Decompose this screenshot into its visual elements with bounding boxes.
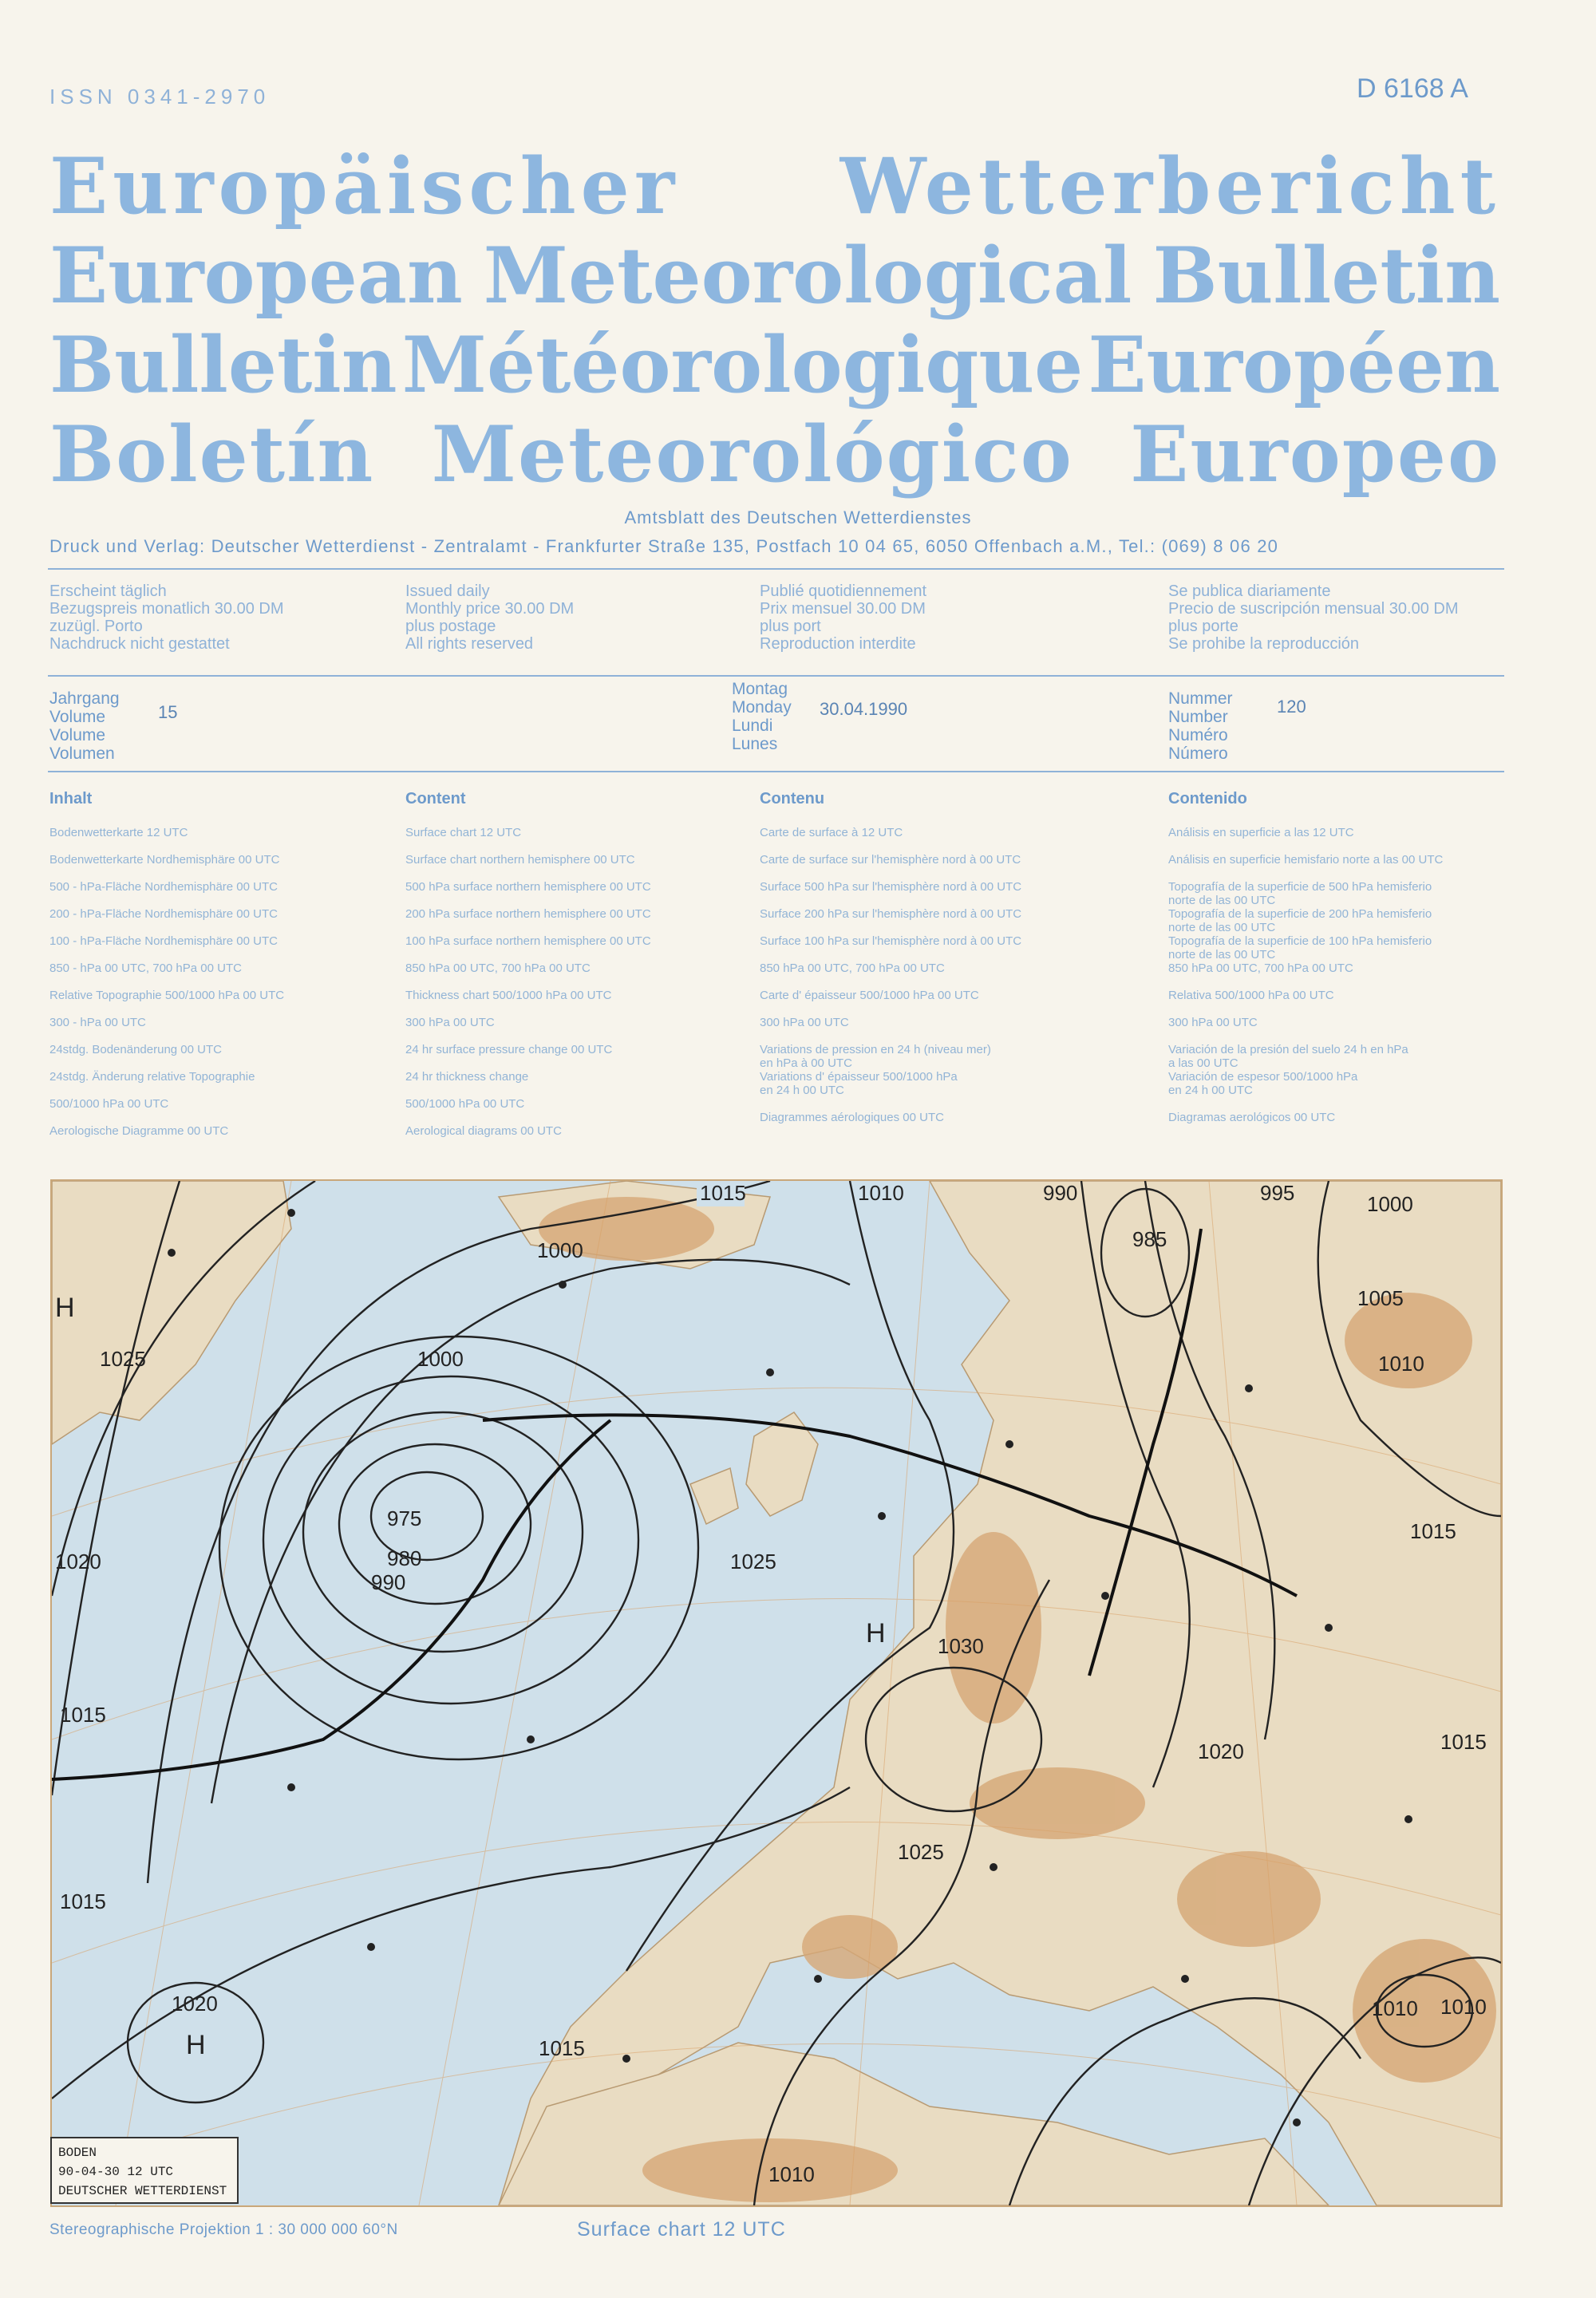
contents-item: Relative Topographie 500/1000 hPa 00 UTC [49, 989, 285, 1002]
volume-value: 15 [158, 702, 178, 722]
pub-line: Reproduction interdite [760, 635, 916, 653]
day-label: Montag [732, 680, 788, 698]
isobar-label: 1010 [1372, 1996, 1418, 2020]
isobar-label: 1015 [700, 1181, 746, 1205]
contents-item: 850 hPa 00 UTC, 700 hPa 00 UTC [405, 961, 591, 975]
title-french [49, 321, 1500, 410]
station-dot [1005, 1440, 1013, 1448]
contents-item: Variations de pression en 24 h (niveau mer) [760, 1043, 991, 1056]
contents-item: Topografía de la superficie de 100 hPa hemisferio [1168, 934, 1432, 948]
pub-line: Nachdruck nicht gestattet [49, 635, 230, 653]
title-word: Bulletin [1152, 231, 1500, 321]
contents-list-de [49, 826, 284, 1151]
contents-header-de: Inhalt [49, 790, 93, 807]
isobar-label: 1010 [768, 2162, 815, 2186]
legend-line: BODEN [58, 2146, 97, 2160]
station-dot [990, 1863, 998, 1871]
contents-item: 100 hPa surface northern hemisphere 00 UTC [405, 934, 651, 948]
contents-item: 24 hr thickness change [405, 1070, 529, 1084]
contents-item: 850 hPa 00 UTC, 700 hPa 00 UTC [1168, 961, 1353, 975]
pub-line: plus port [760, 618, 821, 635]
contents-item: 24 hr surface pressure change 00 UTC [405, 1043, 613, 1056]
title-word: Europeo [1130, 409, 1500, 499]
contents-item: Surface chart 12 UTC [405, 826, 522, 839]
isobar-label: 990 [371, 1570, 406, 1594]
station-dot [1293, 2118, 1301, 2126]
isobar-label: 1010 [1378, 1352, 1424, 1376]
contents-item: 500 hPa surface northern hemisphere 00 UTC [405, 880, 651, 894]
divider [48, 568, 1504, 570]
high-pressure-center: H [866, 1618, 886, 1648]
contents-item: 300 hPa 00 UTC [760, 1016, 849, 1029]
contents-item: Aerologische Diagramme 00 UTC [49, 1124, 229, 1138]
station-dot [1181, 1975, 1189, 1983]
pub-line: Se prohibe la reproducción [1168, 635, 1360, 653]
contents-list-en [405, 826, 651, 1151]
station-dot [622, 2055, 630, 2063]
contents-item: 24stdg. Änderung relative Topographie [49, 1070, 255, 1084]
contents-header-es: Contenido [1168, 790, 1247, 807]
publication-de [49, 582, 283, 653]
high-pressure-center: H [186, 2030, 206, 2060]
pub-line: All rights reserved [405, 635, 534, 653]
contents-item: en hPa à 00 UTC [760, 1056, 852, 1070]
contents-item: Variación de la presión del suelo 24 h en hPa [1168, 1043, 1408, 1056]
day-label: Monday [732, 698, 792, 717]
publisher-line: Druck und Verlag: Deutscher Wetterdienst - Zentralamt - Frankfurter Straße 135, Postfach 10 04 65, 6050 Offenbach a.M., Tel.: (069) 8 06 20 [49, 536, 1279, 556]
contents-list-fr [760, 826, 1021, 1138]
isobar-label: 1005 [1357, 1286, 1404, 1310]
isobar-label: 980 [387, 1546, 422, 1570]
contents-header-en: Content [405, 790, 466, 807]
number-label: Número [1168, 744, 1228, 763]
contents-header-fr: Contenu [760, 790, 825, 807]
contents-item: 100 - hPa-Fläche Nordhemisphäre 00 UTC [49, 934, 278, 948]
contents-item: Carte d' épaisseur 500/1000 hPa 00 UTC [760, 989, 979, 1002]
title-spanish [49, 410, 1500, 499]
title-word: Boletín [49, 409, 375, 499]
official-gazette-line: Amtsblatt des Deutschen Wetterdienstes [624, 507, 972, 527]
station-dot [1245, 1384, 1253, 1392]
publication-es [1168, 582, 1459, 653]
contents-item: Surface 100 hPa sur l'hemisphère nord à 00 UTC [760, 934, 1022, 948]
pub-line: plus postage [405, 618, 496, 635]
contents-item: 500/1000 hPa 00 UTC [405, 1097, 525, 1111]
day-labels [732, 680, 792, 753]
station-dot [527, 1735, 535, 1743]
title-word: Europäischer [49, 141, 680, 231]
isobar-label: 1025 [898, 1840, 944, 1864]
station-dot [168, 1249, 176, 1257]
isobar-label: 990 [1043, 1181, 1078, 1205]
number-label: Number [1168, 708, 1228, 726]
pub-line: Issued daily [405, 582, 490, 600]
map-canvas [52, 1181, 1501, 2205]
contents-item: 200 hPa surface northern hemisphere 00 UTC [405, 907, 651, 921]
contents-item: en 24 h 00 UTC [760, 1084, 844, 1097]
legend-line: 90-04-30 12 UTC [58, 2165, 174, 2179]
station-dot [878, 1512, 886, 1520]
isobar-label: 1015 [539, 2036, 585, 2060]
title-english [49, 231, 1500, 321]
isobar-label: 1015 [60, 1889, 106, 1913]
title-german [49, 142, 1500, 231]
isobar-label: 1000 [1367, 1192, 1413, 1216]
number-label: Nummer [1168, 689, 1233, 708]
volume-labels [49, 689, 120, 763]
contents-item: Topografía de la superficie de 200 hPa hemisferio [1168, 907, 1432, 921]
isobar-label: 1020 [55, 1550, 101, 1573]
contents-item: 500/1000 hPa 00 UTC [49, 1097, 169, 1111]
contents-item: 500 - hPa-Fläche Nordhemisphäre 00 UTC [49, 880, 278, 894]
pub-line: Precio de suscripción mensual 30.00 DM [1168, 600, 1459, 618]
issue-number: 120 [1277, 697, 1306, 717]
pub-line: zuzügl. Porto [49, 618, 143, 635]
isobar-label: 1025 [730, 1550, 776, 1573]
pub-line: Bezugspreis monatlich 30.00 DM [49, 600, 284, 618]
contents-item: 850 hPa 00 UTC, 700 hPa 00 UTC [760, 961, 945, 975]
isobar-label: 975 [387, 1506, 422, 1530]
station-dot [559, 1281, 567, 1289]
contents-item: 850 - hPa 00 UTC, 700 hPa 00 UTC [49, 961, 242, 975]
isobar-label: 1000 [537, 1238, 583, 1262]
volume-label: Volume [49, 708, 106, 726]
contents-item: Surface 200 hPa sur l'hemisphère nord à 00 UTC [760, 907, 1022, 921]
pub-line: Se publica diariamente [1168, 582, 1331, 600]
contents-item: norte de las 00 UTC [1168, 948, 1276, 961]
station-dot [1325, 1624, 1333, 1632]
terrain-patch [1177, 1851, 1321, 1947]
isobar-label: 1020 [1198, 1739, 1244, 1763]
legend-line: DEUTSCHER WETTERDIENST [58, 2184, 227, 2198]
contents-item: norte de las 00 UTC [1168, 921, 1276, 934]
volume-label: Jahrgang [49, 689, 120, 708]
isobar-label: 1000 [417, 1347, 464, 1371]
issue-date: 30.04.1990 [820, 699, 908, 719]
contents-item: Diagrammes aérologiques 00 UTC [760, 1111, 944, 1124]
title-word: Meteorológico [431, 409, 1073, 499]
contents-item: Análisis en superficie a las 12 UTC [1168, 826, 1354, 839]
contents-item: Análisis en superficie hemisfario norte a las 00 UTC [1168, 853, 1444, 867]
station-dot [1404, 1815, 1412, 1823]
contents-item: Bodenwetterkarte Nordhemisphäre 00 UTC [49, 853, 280, 867]
contents-list-es [1168, 826, 1443, 1138]
divider [48, 675, 1504, 677]
contents-item: a las 00 UTC [1168, 1056, 1238, 1070]
day-label: Lunes [732, 735, 778, 753]
station-dot [766, 1368, 774, 1376]
postal-code: D 6168 A [1357, 73, 1468, 104]
isobar-label: 1010 [1440, 1995, 1487, 2019]
isobar-label: 1015 [60, 1703, 106, 1727]
high-pressure-center: H [55, 1293, 75, 1323]
title-word: European [49, 231, 463, 321]
contents-item: Thickness chart 500/1000 hPa 00 UTC [405, 989, 612, 1002]
terrain-patch [946, 1532, 1041, 1724]
pub-line: Prix mensuel 30.00 DM [760, 600, 926, 618]
publication-en [405, 582, 574, 653]
isobar-label: 1025 [100, 1347, 146, 1371]
pub-line: plus porte [1168, 618, 1238, 635]
contents-item: 200 - hPa-Fläche Nordhemisphäre 00 UTC [49, 907, 278, 921]
contents-item: Aerological diagrams 00 UTC [405, 1124, 562, 1138]
isobar-label: 985 [1132, 1227, 1167, 1251]
title-word: Européen [1088, 320, 1500, 410]
station-dot [287, 1209, 295, 1217]
title-word: Bulletin [49, 320, 397, 410]
contents-item: en 24 h 00 UTC [1168, 1084, 1253, 1097]
surface-weather-map [50, 1179, 1503, 2207]
isobar-label: 1015 [1440, 1730, 1487, 1754]
contents-item: Diagramas aerológicos 00 UTC [1168, 1111, 1336, 1124]
pub-line: Erscheint täglich [49, 582, 167, 600]
map-legend-box [50, 2137, 239, 2204]
contents-item: 300 hPa 00 UTC [405, 1016, 495, 1029]
volume-label: Volumen [49, 744, 115, 763]
pub-line: Publié quotidiennement [760, 582, 927, 600]
contents-item: Surface chart northern hemisphere 00 UTC [405, 853, 635, 867]
number-labels [1168, 689, 1233, 763]
publication-fr [760, 582, 926, 653]
contents-item: Bodenwetterkarte 12 UTC [49, 826, 188, 839]
isobar-label: 1020 [172, 1992, 218, 2016]
contents-item: Variación de espesor 500/1000 hPa [1168, 1070, 1358, 1084]
contents-item: Variations d' épaisseur 500/1000 hPa [760, 1070, 958, 1084]
contents-item: 300 hPa 00 UTC [1168, 1016, 1258, 1029]
projection-note: Stereographische Projektion 1 : 30 000 000 60°N [49, 2221, 398, 2238]
contents-item: 300 - hPa 00 UTC [49, 1016, 146, 1029]
station-dot [1101, 1592, 1109, 1600]
pub-line: Monthly price 30.00 DM [405, 600, 575, 618]
isobar-label: 1030 [938, 1634, 984, 1658]
isobar-label: 995 [1260, 1181, 1295, 1205]
day-label: Lundi [732, 717, 773, 735]
issn-number: ISSN 0341-2970 [49, 85, 271, 109]
isobar-label: 1010 [858, 1181, 904, 1205]
station-dot [814, 1975, 822, 1983]
contents-item: norte de las 00 UTC [1168, 894, 1276, 907]
title-word: Meteorological [483, 231, 1132, 321]
title-word: Wetterbericht [839, 141, 1500, 231]
contents-item: Relativa 500/1000 hPa 00 UTC [1168, 989, 1334, 1002]
contents-item: Carte de surface à 12 UTC [760, 826, 903, 839]
contents-item: Topografía de la superficie de 500 hPa hemisferio [1168, 880, 1432, 894]
masthead-titles [49, 142, 1500, 499]
divider [48, 771, 1504, 772]
number-label: Numéro [1168, 726, 1228, 744]
title-word: Météorologique [401, 320, 1084, 410]
isobar-label: 1015 [1410, 1519, 1456, 1543]
chart-caption: Surface chart 12 UTC [577, 2218, 786, 2241]
contents-item: 24stdg. Bodenänderung 00 UTC [49, 1043, 222, 1056]
station-dot [287, 1783, 295, 1791]
volume-label: Volume [49, 726, 106, 744]
contents-item: Carte de surface sur l'hemisphère nord à 00 UTC [760, 853, 1021, 867]
station-dot [367, 1943, 375, 1951]
contents-item: Surface 500 hPa sur l'hemisphère nord à 00 UTC [760, 880, 1022, 894]
